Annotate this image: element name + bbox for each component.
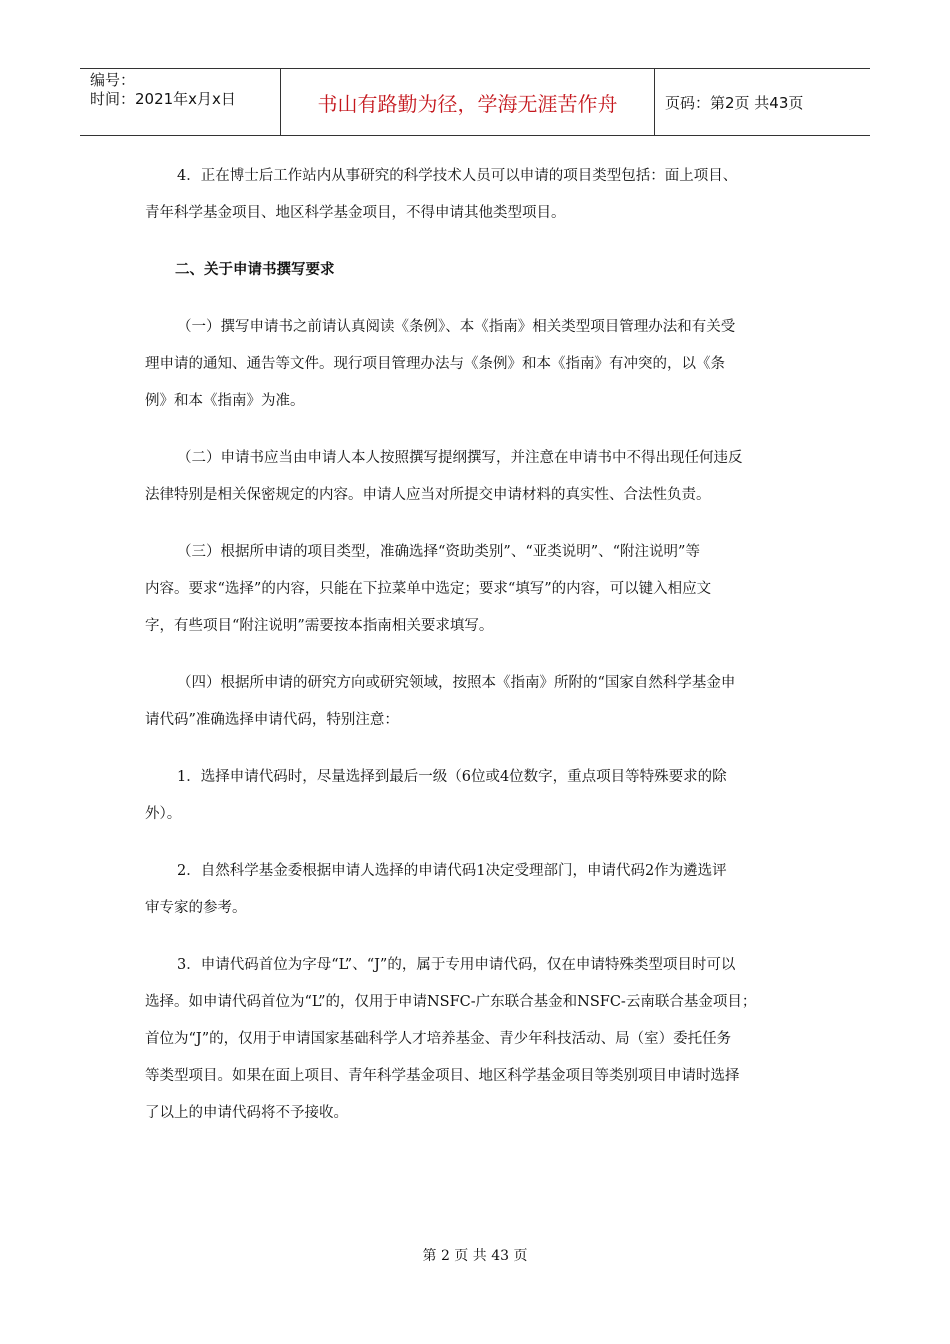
number-label: 编号： [90, 71, 136, 89]
paragraph-line: 选择。如申请代码首位为“L”的，仅用于申请NSFC-广东联合基金和NSFC-云南联合基金项目； [145, 994, 757, 1010]
paragraph-line: 4．正在博士后工作站内从事研究的科学技术人员可以申请的项目类型包括：面上项目、 [177, 168, 738, 184]
header-page-cell [655, 69, 870, 135]
paragraph-line: 青年科学基金项目、地区科学基金项目，不得申请其他类型项目。 [145, 205, 566, 221]
page-footer [0, 1245, 950, 1265]
paragraph [145, 534, 810, 645]
motto-text: 书山有路勤为径，学海无涯苦作舟 [317, 91, 618, 116]
footer-page-number: 第 2 页 共 43 页 [422, 1248, 528, 1264]
header-table [80, 68, 870, 136]
paragraph-line: 了以上的申请代码将不予接收。 [145, 1105, 348, 1121]
paragraph-line: 等类型项目。如果在面上项目、青年科学基金项目、地区科学基金项目等类别项目申请时选择 [145, 1068, 740, 1084]
paragraph-line: 3．申请代码首位为字母“L”、“J”的，属于专用申请代码，仅在申请特殊类型项目时可以 [177, 957, 736, 973]
paragraph-line: 审专家的参考。 [145, 900, 247, 916]
paragraph [145, 158, 810, 232]
paragraph-line: （三）根据所申请的项目类型，准确选择“资助类别”、“亚类说明”、“附注说明”等 [177, 544, 700, 560]
paragraph-line: 请代码”准确选择申请代码，特别注意： [145, 712, 399, 728]
paragraph-line: 例》和本《指南》为准。 [145, 393, 305, 409]
paragraph-line: 法律特别是相关保密规定的内容。申请人应当对所提交申请材料的真实性、合法性负责。 [145, 487, 711, 503]
paragraph-line: 理申请的通知、通告等文件。现行项目管理办法与《条例》和本《指南》有冲突的，以《条 [145, 356, 725, 372]
paragraph-line: 内容。要求“选择”的内容，只能在下拉菜单中选定；要求“填写”的内容，可以键入相应文 [145, 581, 712, 597]
paragraph-line: 首位为“J”的，仅用于申请国家基础科学人才培养基金、青少年科技活动、局（室）委托任务 [145, 1031, 732, 1047]
document-body [145, 158, 810, 1152]
header-motto-cell [281, 69, 655, 135]
paragraph [145, 440, 810, 514]
paragraph [145, 759, 810, 833]
paragraph-line: 字，有些项目“附注说明”需要按本指南相关要求填写。 [145, 618, 494, 634]
paragraph [145, 665, 810, 739]
paragraph-line: （二）申请书应当由申请人本人按照撰写提纲撰写，并注意在申请书中不得出现任何违反 [177, 450, 743, 466]
page-info: 页码：第2页 共43页 [665, 93, 804, 112]
paragraph-line: （一）撰写申请书之前请认真阅读《条例》、本《指南》相关类型项目管理办法和有关受 [177, 319, 736, 335]
paragraph-line: 二、关于申请书撰写要求 [175, 262, 335, 278]
paragraph-line: （四）根据所申请的研究方向或研究领域，按照本《指南》所附的“国家自然科学基金申 [177, 675, 736, 691]
paragraph [145, 309, 810, 420]
paragraph-line: 1．选择申请代码时，尽量选择到最后一级（6位或4位数字，重点项目等特殊要求的除 [177, 769, 727, 785]
section-heading [145, 252, 810, 289]
paragraph-line: 外）。 [145, 806, 182, 822]
time-label: 时间：2021年x月x日 [90, 90, 236, 108]
paragraph [145, 853, 810, 927]
paragraph [145, 947, 810, 1132]
paragraph-line: 2．自然科学基金委根据申请人选择的申请代码1决定受理部门，申请代码2作为遴选评 [177, 863, 727, 879]
header-meta-cell [80, 69, 281, 135]
